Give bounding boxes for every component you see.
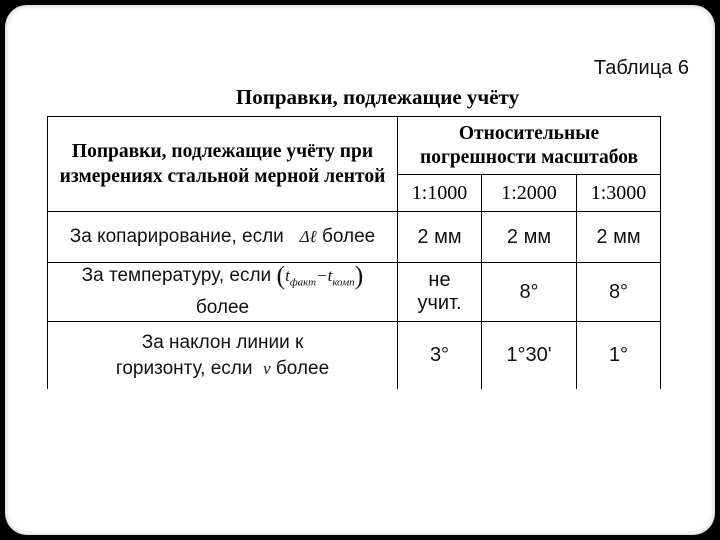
corrections-table [47,116,661,389]
table-cell: 8° [482,263,577,322]
header-corrections-line2: измерениях стальной мерной лентой [59,166,386,187]
row-label-copying [48,212,398,263]
temperature-formula: $t_{факт}-t_{комп}$ [285,266,355,289]
table-row [48,263,661,322]
table-cell: 2 мм [577,212,661,263]
nu-symbol: ν [263,358,271,378]
header-relative-errors [398,117,661,175]
row-label-text: За копарирование, если [69,226,284,247]
header-relative-errors-line1: Относительные [458,122,600,144]
header-relative-errors-line2: погрешности масштабов [420,146,639,168]
row-label-suffix: более [321,226,376,247]
table-cell: 1° [577,322,661,390]
row-label-temperature: За температуру, если $(t_{факт}-t_{комп})$ более [48,263,398,322]
table-row [48,322,661,390]
table-cell: не учит. [398,263,482,322]
table-cell: 8° [577,263,661,322]
table-number-label: Таблица 6 [593,57,689,79]
slide [5,5,715,535]
header-corrections [48,117,398,212]
delta-l-symbol: Δℓ [299,227,317,246]
table-title: Поправки, подлежащие учёту [235,85,520,109]
header-corrections-line1: Поправки, подлежащие учёту при [71,141,374,162]
table-row [48,212,661,263]
scale-header-2000: 1:2000 [482,175,577,212]
row-label-suffix: более [195,297,250,319]
table-cell: 2 мм [482,212,577,263]
scale-header-1000: 1:1000 [398,175,482,212]
table-cell: 1°30' [482,322,577,390]
table-cell: 3° [398,322,482,390]
table-cell: 2 мм [398,212,482,263]
row-label-text: За температуру, если [81,265,272,286]
row-label-slope: За наклон линии к горизонту, если ν более [48,322,398,390]
scale-header-3000: 1:3000 [577,175,661,212]
